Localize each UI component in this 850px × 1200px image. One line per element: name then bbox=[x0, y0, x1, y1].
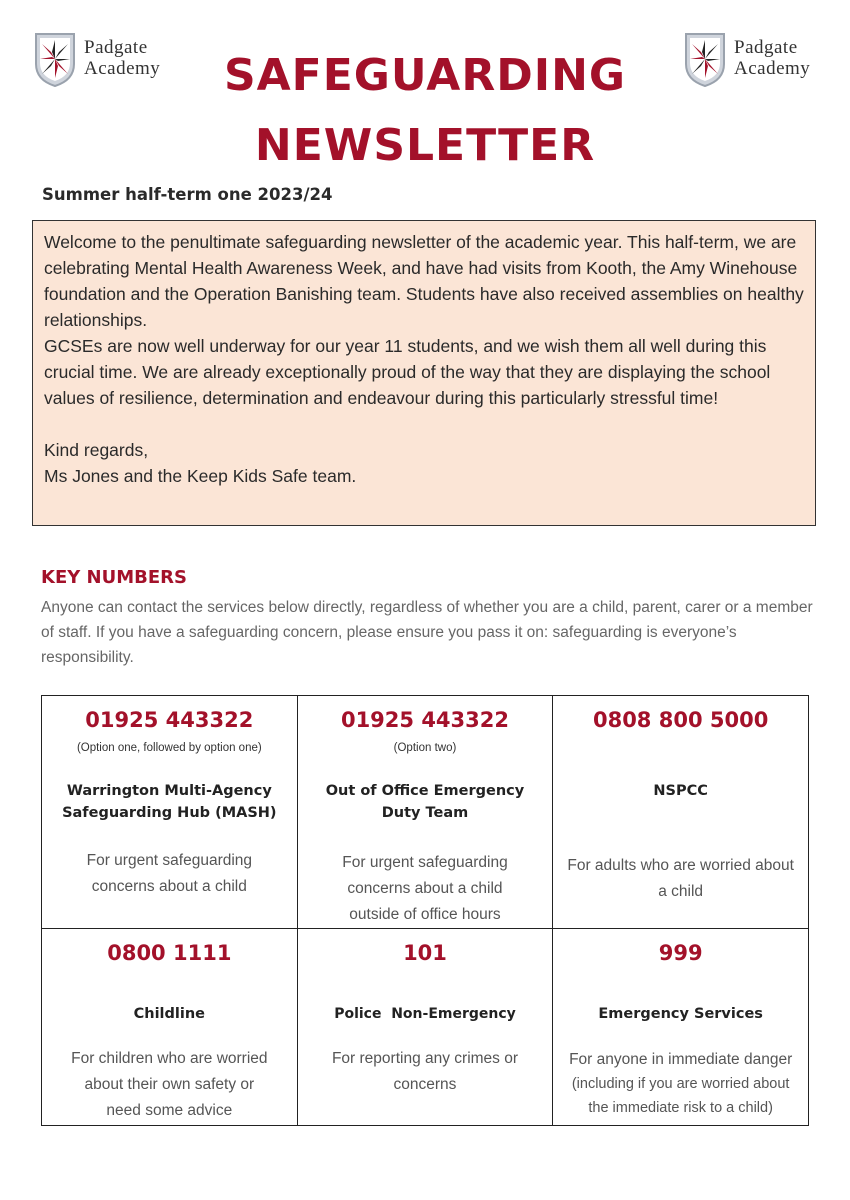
welcome-paragraph-2: GCSEs are now well underway for our year 11 students, and we wish them all well during this crucial time. We are already exceptionally proud of the way that they are displaying the school values of resilience, determination and endeavour during this particularly stressful time! bbox=[44, 336, 771, 408]
welcome-paragraph-1: Welcome to the penultimate safeguarding newsletter of the academic year. This half-term, we are celebrating Mental Health Awareness Week, and have had visits from Kooth, the Amy Winehouse foundation and the Operation Banishing team. Students have also received assemblies on healthy relationships. bbox=[44, 232, 804, 330]
service-cell-police-non-emergency bbox=[297, 929, 553, 1126]
service-name: Childline bbox=[133, 1006, 206, 1022]
service-description: For reporting any crimes or concerns bbox=[331, 1050, 519, 1093]
service-description: For adults who are worried about a child bbox=[567, 857, 794, 900]
service-cell-emergency-services bbox=[553, 929, 809, 1126]
welcome-signoff: Kind regards, bbox=[44, 440, 149, 460]
service-name: Police Non-Emergency bbox=[334, 1006, 516, 1022]
phone-option: (Option one, followed by option one) bbox=[76, 742, 262, 754]
logo-name-line1: Padgate bbox=[734, 37, 798, 58]
phone-number: 01925 443322 bbox=[340, 708, 509, 732]
service-cell-emergency-duty-team bbox=[297, 696, 553, 929]
service-description: For urgent safeguarding concerns about a child outside of office hours bbox=[342, 854, 508, 923]
phone-option: (Option two) bbox=[393, 742, 457, 754]
service-name: Warrington Multi-Agency Safeguarding Hub (MASH) bbox=[62, 783, 277, 821]
welcome-signature: Ms Jones and the Keep Kids Safe team. bbox=[44, 466, 357, 486]
service-description: For urgent safeguarding concerns about a child bbox=[86, 852, 253, 895]
key-numbers-heading: KEY NUMBERS bbox=[41, 567, 187, 588]
service-cell-mash bbox=[42, 696, 298, 929]
phone-number: 0808 800 5000 bbox=[592, 708, 769, 732]
service-name: NSPCC bbox=[653, 783, 708, 799]
phone-number: 101 bbox=[403, 941, 447, 965]
service-description: For anyone in immediate danger (including if you are worried about the immediate risk to a child) bbox=[569, 1051, 793, 1116]
logo-name-line2: Academy bbox=[84, 58, 161, 79]
service-cell-nspcc bbox=[553, 696, 809, 929]
service-cell-childline bbox=[42, 929, 298, 1126]
service-name: Emergency Services bbox=[598, 1006, 763, 1022]
logo-name-line2: Academy bbox=[734, 58, 811, 79]
term-subtitle: Summer half-term one 2023/24 bbox=[42, 185, 333, 204]
phone-number: 0800 1111 bbox=[107, 941, 232, 965]
service-name: Out of Office Emergency Duty Team bbox=[325, 783, 525, 821]
service-description: For children who are worried about their own safety or need some advice bbox=[71, 1050, 268, 1119]
logo-name-line1: Padgate bbox=[84, 37, 148, 58]
key-numbers-table bbox=[41, 695, 809, 1126]
key-numbers-description: Anyone can contact the services below directly, regardless of whether you are a child, parent, carer or a member of staff. If you have a safeguarding concern, please ensure you pass it on: safeguarding is everyone’s responsibility. bbox=[41, 599, 813, 666]
phone-number: 01925 443322 bbox=[85, 708, 254, 732]
newsletter-title-line1: SAFEGUARDING bbox=[223, 50, 627, 101]
phone-number: 999 bbox=[658, 941, 703, 965]
welcome-message-box bbox=[32, 220, 816, 526]
newsletter-title-line2: NEWSLETTER bbox=[254, 120, 596, 171]
